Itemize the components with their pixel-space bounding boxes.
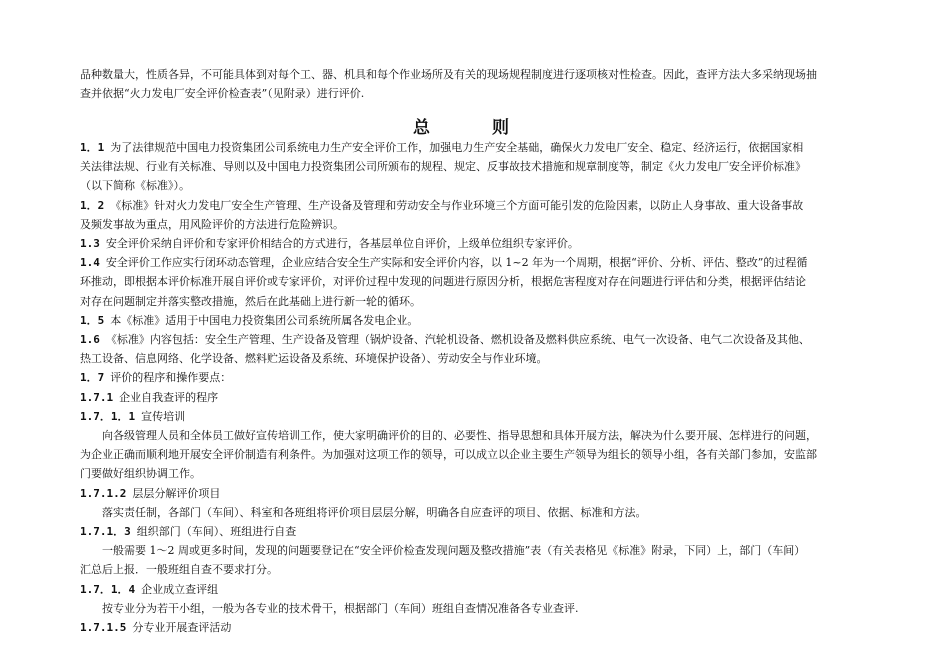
section-number: 1．7: [80, 371, 105, 385]
body-line: [80, 427, 880, 445]
section-title: 总 则: [413, 118, 537, 138]
section-text: 一般需要 1～2 周或更多时间，发现的问题要登记在“安全评价检查发现问题及整改措施”表（有关表格见《标准》附录，下同）上，部门（车间）: [80, 544, 806, 558]
section-text: 向各级管理人员和全体员工做好宣传培训工作，使大家明确评价的目的、必要性、指导思想和具体开展方法，解决为什么要开展、怎样进行的问题，: [80, 429, 817, 442]
section-text: 《标准》针对火力发电厂安全生产管理、生产设备及管理和劳动安全与作业环境三个方面可能引发的危险因素，以防止人身事故、重大设备事故: [110, 198, 804, 212]
body-line: [80, 254, 880, 272]
section-number: 1.6: [80, 333, 100, 346]
section-number: 1．2: [80, 198, 105, 212]
section-text: 宣传培训: [141, 409, 186, 423]
body-line: [80, 561, 880, 579]
section-text: 分专业开展查评活动: [132, 621, 232, 634]
section-text: 环推动，即根据本评价标准开展自评价或专家评价，对评价过程中发现的问题进行原因分析，根据危害程度对存在问题进行评估和分类，根据评估结论: [80, 275, 806, 289]
section-text: 热工设备、信息网络、化学设备、燃料贮运设备及系统、环境保护设备）、劳动安全与作业环境。: [80, 352, 548, 366]
body-line: [80, 197, 880, 215]
intro-line-2: 查并依据“火力发电厂安全评价检查表”（见附录）进行评价.: [80, 87, 365, 100]
section-number: 1.7.1.5: [80, 621, 127, 634]
body-line: [80, 523, 880, 541]
section-text: 组织部门（车间）、班组进行自查: [136, 525, 297, 538]
section-number: 1.7.1: [80, 390, 114, 404]
section-number: 1．1: [80, 141, 105, 154]
body-line: [80, 446, 880, 464]
section-number: 1.7.1．3: [80, 525, 131, 538]
body-line: [80, 139, 880, 157]
section-text: 为企业正确而顺利地开展安全评价制造有利条件。为加强对这项工作的领导，可以成立以企业主要生产领导为组长的领导小组，各有关部门参加，安监部: [80, 448, 817, 462]
section-text: 层层分解评价项目: [132, 486, 221, 500]
intro-line-1: 品种数量大，性质各异，不可能具体到对每个工、器、机具和每个作业场所及有关的现场规程制度进行逐项核对性检查。因此，查评方法大多采纳现场抽: [80, 68, 817, 81]
body-line: [80, 465, 880, 483]
section-text: 汇总后上报．一般班组自查不要求打分。: [80, 563, 278, 577]
section-number: 1.4: [80, 256, 100, 270]
section-number: 1.7．1．4: [80, 582, 136, 596]
body-line: [80, 600, 880, 618]
section-text: 本《标准》适用于中国电力投资集团公司系统所属各发电企业。: [110, 313, 419, 327]
section-number: 1．5: [80, 313, 105, 327]
body-line: [80, 619, 880, 637]
section-text: 门要做好组织协调工作。: [80, 467, 201, 481]
body-line: [80, 273, 880, 291]
section-text: 企业成立查评组: [141, 582, 219, 596]
section-text: （以下简称《标准》）。: [80, 179, 190, 193]
section-text: 安全评价采纳自评价和专家评价相结合的方式进行，各基层单位自评价，上级单位组织专家评价。: [105, 237, 579, 250]
body-line: [80, 331, 880, 349]
section-text: 《标准》内容包括：安全生产管理、生产设备及管理（锅炉设备、汽轮机设备、燃机设备及燃料供应系统、电气一次设备、电气二次设备及其他、: [105, 333, 810, 346]
section-text: 按专业分为若干小组，一般为各专业的技术骨干，根据部门（车间）班组自查情况准备各专业查评.: [80, 601, 579, 615]
section-text: 关法律法规、行业有关标准、导则以及中国电力投资集团公司所颁布的规程、规定、反事故技术措施和规章制度等，制定《火力发电厂安全评价标准》: [80, 160, 806, 174]
section-text: 评价的程序和操作要点：: [110, 371, 232, 385]
body-line: [80, 158, 880, 176]
body-line: [80, 581, 880, 599]
body-line: [80, 216, 880, 234]
body-line: [80, 235, 880, 253]
section-text: 落实责任制，各部门（车间）、科室和各班组将评价项目层层分解，明确各自应查评的项目、依据、标准和方法。: [80, 505, 647, 519]
section-text: 安全评价工作应实行闭环动态管理，企业应结合安全生产实际和安全评价内容，以 1~2 年为一个周期，根据“评价、分析、评估、整改”的过程循: [105, 256, 808, 270]
body-line: [80, 485, 880, 503]
section-number: 1.7.1.2: [80, 486, 127, 500]
body-line: [80, 177, 880, 195]
section-number: 1.7．1．1: [80, 409, 136, 423]
body-line: [80, 389, 880, 407]
body-line: [80, 312, 880, 330]
section-text: 及频发事故为重点，用风险评价的方法进行危险辨识。: [80, 217, 344, 231]
body-line: [80, 504, 880, 522]
body-line: [80, 542, 880, 560]
section-text: 对存在问题制定并落实整改措施，然后在此基础上进行新一轮的循环。: [80, 294, 421, 308]
body-line: [80, 293, 880, 311]
section-number: 1.3: [80, 237, 100, 250]
section-text: 企业自我查评的程序: [119, 390, 219, 404]
body-line: [80, 408, 880, 426]
body-line: [80, 350, 880, 368]
body-line: [80, 369, 880, 387]
section-text: 为了法律规范中国电力投资集团公司系统电力生产安全评价工作，加强电力生产安全基础，确保火力发电厂安全、稳定、经济运行，依据国家相: [110, 141, 804, 154]
